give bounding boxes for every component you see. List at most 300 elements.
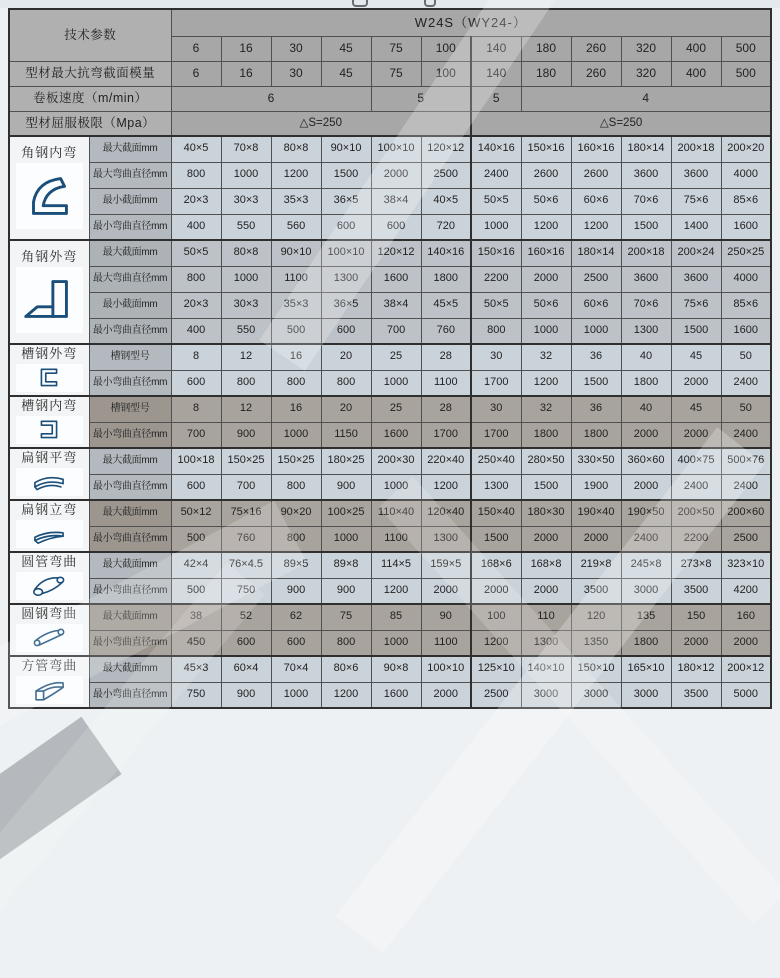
section-value-cell: 89×5 (271, 552, 321, 578)
section-row-label: 最小截面mm (89, 188, 171, 214)
section-value-cell: 3600 (671, 162, 721, 188)
section-value-cell: 159×5 (421, 552, 471, 578)
section-row (9, 136, 771, 162)
section-value-cell: 250×25 (721, 240, 771, 266)
cropped-page-top-strip (0, 0, 780, 8)
section-value-cell: 20 (321, 396, 371, 422)
section-value-cell: 500 (171, 526, 221, 552)
section-value-cell: 100×10 (371, 136, 421, 162)
section-value-cell: 1000 (271, 422, 321, 448)
spec-value-cell: 260 (571, 61, 621, 86)
section-value-cell: 1000 (221, 266, 271, 292)
section-row-label: 最大截面mm (89, 240, 171, 266)
section-value-cell: 168×6 (471, 552, 521, 578)
section-value-cell: 16 (271, 344, 321, 370)
section-value-cell: 1200 (521, 370, 571, 396)
square-pipe-bend-icon (23, 677, 75, 703)
section-row (9, 396, 771, 422)
section-value-cell: 75×16 (221, 500, 271, 526)
section-value-cell: 800 (471, 318, 521, 344)
section-value-cell: 1000 (371, 370, 421, 396)
model-col-header: 16 (221, 36, 271, 61)
section-value-cell: 70×8 (221, 136, 271, 162)
section-value-cell: 760 (221, 526, 271, 552)
section-value-cell: 2500 (471, 682, 521, 708)
section-row (9, 370, 771, 396)
section-icon-frame (16, 267, 83, 333)
section-row-label: 最大弯曲直径mm (89, 266, 171, 292)
section-value-cell: 190×40 (571, 500, 621, 526)
section-value-cell: 85 (371, 604, 421, 630)
section-value-cell: 250×40 (471, 448, 521, 474)
section-icon-frame (16, 572, 83, 600)
section-value-cell: 4000 (721, 162, 771, 188)
section-value-cell: 120 (571, 604, 621, 630)
spec-value-cell: 180 (521, 61, 571, 86)
section-value-cell: 219×8 (571, 552, 621, 578)
section-value-cell: 323×10 (721, 552, 771, 578)
section-value-cell: 36 (571, 344, 621, 370)
section-value-cell: 1100 (371, 526, 421, 552)
spec-value-cell: 400 (671, 61, 721, 86)
section-icon-frame (16, 468, 83, 496)
section-value-cell: 200×24 (671, 240, 721, 266)
model-col-header: 500 (721, 36, 771, 61)
section-value-cell: 1200 (471, 630, 521, 656)
section-value-cell: 28 (421, 396, 471, 422)
section-value-cell: 90×8 (371, 656, 421, 682)
section-value-cell: 125×10 (471, 656, 521, 682)
section-value-cell: 20×3 (171, 292, 221, 318)
angle-steel-inner-bend-icon (18, 168, 80, 224)
section-value-cell: 120×12 (421, 136, 471, 162)
section-value-cell: 1500 (571, 370, 621, 396)
section-value-cell: 800 (321, 630, 371, 656)
section-value-cell: 500×76 (721, 448, 771, 474)
spec-table-body (9, 9, 771, 708)
section-value-cell: 160×16 (521, 240, 571, 266)
section-row (9, 422, 771, 448)
section-value-cell: 2400 (721, 474, 771, 500)
spec-value-cell: 5 (471, 86, 521, 111)
section-value-cell: 1200 (521, 214, 571, 240)
section-value-cell: 1000 (321, 526, 371, 552)
section-value-cell: 38×4 (371, 292, 421, 318)
section-name: 圆管弯曲 (21, 554, 78, 570)
section-value-cell: 114×5 (371, 552, 421, 578)
model-col-header: 100 (421, 36, 471, 61)
section-value-cell: 1000 (371, 630, 421, 656)
section-value-cell: 2400 (671, 474, 721, 500)
section-value-cell: 2400 (621, 526, 671, 552)
section-row (9, 604, 771, 630)
section-value-cell: 30 (471, 344, 521, 370)
section-row (9, 448, 771, 474)
section-value-cell: 135 (621, 604, 671, 630)
section-value-cell: 90 (421, 604, 471, 630)
section-value-cell: 1600 (371, 266, 421, 292)
section-value-cell: 800 (321, 370, 371, 396)
section-value-cell: 2000 (371, 162, 421, 188)
header-row-series (9, 9, 771, 36)
section-name-cell (9, 136, 89, 240)
section-value-cell: 800 (171, 266, 221, 292)
section-value-cell: 600 (321, 214, 371, 240)
channel-steel-inner-bend-icon (23, 417, 75, 443)
section-value-cell: 2400 (721, 422, 771, 448)
section-value-cell: 3500 (671, 578, 721, 604)
section-value-cell: 1600 (371, 422, 421, 448)
section-value-cell: 3000 (521, 682, 571, 708)
section-value-cell: 1500 (521, 474, 571, 500)
section-value-cell: 560 (271, 214, 321, 240)
spec-value-cell: 16 (221, 61, 271, 86)
section-value-cell: 2500 (721, 526, 771, 552)
section-value-cell: 50×5 (471, 188, 521, 214)
section-value-cell: 40×5 (421, 188, 471, 214)
section-value-cell: 2000 (521, 526, 571, 552)
section-value-cell: 1200 (571, 214, 621, 240)
section-value-cell: 36×5 (321, 188, 371, 214)
section-value-cell: 2000 (571, 526, 621, 552)
section-value-cell: 76×4.5 (221, 552, 271, 578)
section-value-cell: 150×16 (521, 136, 571, 162)
section-value-cell: 700 (171, 422, 221, 448)
section-value-cell: 20 (321, 344, 371, 370)
section-value-cell: 70×6 (621, 292, 671, 318)
section-row (9, 240, 771, 266)
section-value-cell: 200×18 (621, 240, 671, 266)
spec-value-cell: 320 (621, 61, 671, 86)
section-value-cell: 2000 (671, 630, 721, 656)
section-value-cell: 180×12 (671, 656, 721, 682)
section-value-cell: 450 (171, 630, 221, 656)
section-value-cell: 3600 (671, 266, 721, 292)
section-value-cell: 550 (221, 214, 271, 240)
section-value-cell: 150×40 (471, 500, 521, 526)
section-name-cell (9, 448, 89, 500)
spec-value-cell: 100 (421, 61, 471, 86)
section-value-cell: 60×6 (571, 188, 621, 214)
section-value-cell: 75×6 (671, 292, 721, 318)
model-series-header: W24S（WY24-） (171, 9, 771, 36)
section-row (9, 474, 771, 500)
section-value-cell: 2400 (471, 162, 521, 188)
section-value-cell: 600 (321, 318, 371, 344)
section-value-cell: 2200 (671, 526, 721, 552)
section-value-cell: 1700 (471, 422, 521, 448)
section-row-label: 最大截面mm (89, 500, 171, 526)
section-value-cell: 120×40 (421, 500, 471, 526)
section-value-cell: 140×16 (471, 136, 521, 162)
section-row (9, 578, 771, 604)
section-value-cell: 1800 (421, 266, 471, 292)
section-row (9, 500, 771, 526)
section-icon-frame (16, 416, 83, 444)
section-value-cell: 90×20 (271, 500, 321, 526)
section-value-cell: 1300 (421, 526, 471, 552)
section-name: 角钢外弯 (21, 249, 78, 265)
spec-row (9, 86, 771, 111)
section-row-label: 槽钢型号 (89, 344, 171, 370)
section-value-cell: 1200 (271, 162, 321, 188)
section-value-cell: 3600 (621, 162, 671, 188)
round-steel-bend-icon (23, 625, 75, 651)
section-value-cell: 180×25 (321, 448, 371, 474)
spec-row (9, 61, 771, 86)
section-value-cell: 38 (171, 604, 221, 630)
section-row (9, 682, 771, 708)
section-value-cell: 2000 (621, 422, 671, 448)
section-value-cell: 150×16 (471, 240, 521, 266)
section-value-cell: 2500 (571, 266, 621, 292)
section-value-cell: 60×4 (221, 656, 271, 682)
section-value-cell: 4200 (721, 578, 771, 604)
section-value-cell: 40×5 (171, 136, 221, 162)
section-value-cell: 750 (221, 578, 271, 604)
section-name: 槽钢外弯 (21, 346, 78, 362)
section-value-cell: 220×40 (421, 448, 471, 474)
section-value-cell: 1200 (321, 682, 371, 708)
section-value-cell: 1500 (671, 318, 721, 344)
section-value-cell: 273×8 (671, 552, 721, 578)
section-row-label: 最小截面mm (89, 292, 171, 318)
spec-row-label: 卷板速度（m/min） (9, 86, 171, 111)
section-value-cell: 900 (221, 422, 271, 448)
channel-steel-outer-bend-icon (23, 365, 75, 391)
section-value-cell: 1150 (321, 422, 371, 448)
cropped-text-artifact (424, 0, 436, 7)
section-value-cell: 2000 (471, 578, 521, 604)
section-value-cell: 50×6 (521, 292, 571, 318)
section-value-cell: 1000 (371, 474, 421, 500)
spec-value-cell: 6 (171, 86, 371, 111)
section-row (9, 214, 771, 240)
section-value-cell: 600 (171, 370, 221, 396)
section-value-cell: 1100 (271, 266, 321, 292)
model-col-header: 140 (471, 36, 521, 61)
section-value-cell: 720 (421, 214, 471, 240)
spec-value-cell: 30 (271, 61, 321, 86)
section-value-cell: 200×20 (721, 136, 771, 162)
section-value-cell: 1600 (371, 682, 421, 708)
section-row-label: 最小弯曲直径mm (89, 526, 171, 552)
section-value-cell: 8 (171, 396, 221, 422)
section-value-cell: 1600 (721, 214, 771, 240)
spec-value-cell: 500 (721, 61, 771, 86)
section-value-cell: 400 (171, 214, 221, 240)
flat-steel-flat-bend-icon (23, 469, 75, 495)
section-row-label: 最大截面mm (89, 656, 171, 682)
section-value-cell: 85×6 (721, 188, 771, 214)
spec-value-cell: 6 (171, 61, 221, 86)
section-value-cell: 80×8 (221, 240, 271, 266)
section-value-cell: 2600 (521, 162, 571, 188)
section-value-cell: 1300 (521, 630, 571, 656)
section-value-cell: 45 (671, 344, 721, 370)
section-value-cell: 36×5 (321, 292, 371, 318)
section-value-cell: 160×16 (571, 136, 621, 162)
section-value-cell: 38×4 (371, 188, 421, 214)
section-value-cell: 1400 (671, 214, 721, 240)
spec-value-cell: 140 (471, 61, 521, 86)
spec-value-cell: 5 (371, 86, 471, 111)
spec-value-cell: 45 (321, 61, 371, 86)
section-value-cell: 400 (171, 318, 221, 344)
section-value-cell: 330×50 (571, 448, 621, 474)
tech-params-header: 技术参数 (9, 9, 171, 61)
section-value-cell: 2400 (721, 370, 771, 396)
section-value-cell: 900 (221, 682, 271, 708)
section-value-cell: 1000 (571, 318, 621, 344)
section-value-cell: 3000 (621, 682, 671, 708)
section-value-cell: 1300 (321, 266, 371, 292)
section-value-cell: 20×3 (171, 188, 221, 214)
scan-shadow-streak (0, 717, 122, 923)
spec-row-label: 型材最大抗弯截面模量 (9, 61, 171, 86)
flat-steel-edge-bend-icon (23, 521, 75, 547)
section-value-cell: 1900 (571, 474, 621, 500)
section-value-cell: 85×6 (721, 292, 771, 318)
section-value-cell: 1200 (421, 474, 471, 500)
section-row (9, 344, 771, 370)
model-col-header: 320 (621, 36, 671, 61)
model-col-header: 260 (571, 36, 621, 61)
section-value-cell: 3000 (621, 578, 671, 604)
section-value-cell: 1000 (521, 318, 571, 344)
section-value-cell: 150 (671, 604, 721, 630)
section-value-cell: 900 (321, 578, 371, 604)
section-value-cell: 70×4 (271, 656, 321, 682)
spec-value-cell: △S=250 (471, 111, 771, 136)
section-row-label: 最大弯曲直径mm (89, 162, 171, 188)
section-value-cell: 60×6 (571, 292, 621, 318)
section-row (9, 292, 771, 318)
section-value-cell: 2000 (671, 370, 721, 396)
section-row-label: 最小弯曲直径mm (89, 318, 171, 344)
section-name-cell (9, 240, 89, 344)
section-row-label: 最小弯曲直径mm (89, 370, 171, 396)
section-value-cell: 3500 (671, 682, 721, 708)
section-value-cell: 50×6 (521, 188, 571, 214)
section-value-cell: 190×50 (621, 500, 671, 526)
section-value-cell: 600 (371, 214, 421, 240)
section-value-cell: 45 (671, 396, 721, 422)
section-name: 角钢内弯 (21, 145, 78, 161)
section-value-cell: 600 (271, 630, 321, 656)
section-value-cell: 800 (271, 370, 321, 396)
section-value-cell: 25 (371, 396, 421, 422)
model-col-header: 180 (521, 36, 571, 61)
section-value-cell: 3600 (621, 266, 671, 292)
section-value-cell: 62 (271, 604, 321, 630)
section-value-cell: 600 (221, 630, 271, 656)
section-value-cell: 40 (621, 344, 671, 370)
section-value-cell: 45×5 (421, 292, 471, 318)
section-value-cell: 50×12 (171, 500, 221, 526)
section-value-cell: 150×10 (571, 656, 621, 682)
section-value-cell: 1700 (421, 422, 471, 448)
section-row (9, 552, 771, 578)
section-value-cell: 12 (221, 396, 271, 422)
section-value-cell: 2000 (671, 422, 721, 448)
section-value-cell: 16 (271, 396, 321, 422)
section-row (9, 526, 771, 552)
section-icon-frame (16, 676, 83, 704)
model-col-header: 75 (371, 36, 421, 61)
section-value-cell: 200×12 (721, 656, 771, 682)
section-value-cell: 200×60 (721, 500, 771, 526)
section-value-cell: 32 (521, 344, 571, 370)
section-value-cell: 200×18 (671, 136, 721, 162)
section-row (9, 188, 771, 214)
section-row (9, 656, 771, 682)
section-value-cell: 2000 (421, 682, 471, 708)
section-value-cell: 1500 (471, 526, 521, 552)
section-value-cell: 30 (471, 396, 521, 422)
section-row (9, 266, 771, 292)
section-value-cell: 90×10 (321, 136, 371, 162)
section-value-cell: 2500 (421, 162, 471, 188)
section-name: 槽钢内弯 (21, 398, 78, 414)
section-value-cell: 1000 (471, 214, 521, 240)
section-value-cell: 45×3 (171, 656, 221, 682)
section-value-cell: 180×14 (571, 240, 621, 266)
section-row-label: 最小弯曲直径mm (89, 214, 171, 240)
section-value-cell: 100×10 (321, 240, 371, 266)
section-value-cell: 900 (321, 474, 371, 500)
section-value-cell: 50×5 (471, 292, 521, 318)
section-name-cell (9, 656, 89, 708)
section-value-cell: 160 (721, 604, 771, 630)
section-value-cell: 150×25 (271, 448, 321, 474)
section-value-cell: 140×10 (521, 656, 571, 682)
section-value-cell: 1600 (721, 318, 771, 344)
section-value-cell: 100×25 (321, 500, 371, 526)
section-value-cell: 8 (171, 344, 221, 370)
section-name-cell (9, 500, 89, 552)
section-value-cell: 100×10 (421, 656, 471, 682)
spec-value-cell: 4 (521, 86, 771, 111)
section-value-cell: 75×6 (671, 188, 721, 214)
section-value-cell: 1000 (221, 162, 271, 188)
section-row-label: 最大截面mm (89, 604, 171, 630)
section-icon-frame (16, 624, 83, 652)
section-value-cell: 1800 (571, 422, 621, 448)
section-value-cell: 50 (721, 396, 771, 422)
section-value-cell: 2000 (521, 578, 571, 604)
model-col-header: 400 (671, 36, 721, 61)
section-name: 圆钢弯曲 (21, 606, 78, 622)
section-value-cell: 200×30 (371, 448, 421, 474)
section-value-cell: 42×4 (171, 552, 221, 578)
section-value-cell: 12 (221, 344, 271, 370)
section-name-cell (9, 552, 89, 604)
section-name: 扁钢平弯 (21, 450, 78, 466)
spec-row (9, 111, 771, 136)
spec-value-cell: 75 (371, 61, 421, 86)
section-name: 方管弯曲 (21, 658, 78, 674)
section-value-cell: 50×5 (171, 240, 221, 266)
round-pipe-bend-icon (23, 573, 75, 599)
section-value-cell: 800 (171, 162, 221, 188)
section-value-cell: 75 (321, 604, 371, 630)
section-value-cell: 180×14 (621, 136, 671, 162)
section-value-cell: 50 (721, 344, 771, 370)
section-name-cell (9, 604, 89, 656)
section-value-cell: 1500 (621, 214, 671, 240)
section-value-cell: 40 (621, 396, 671, 422)
